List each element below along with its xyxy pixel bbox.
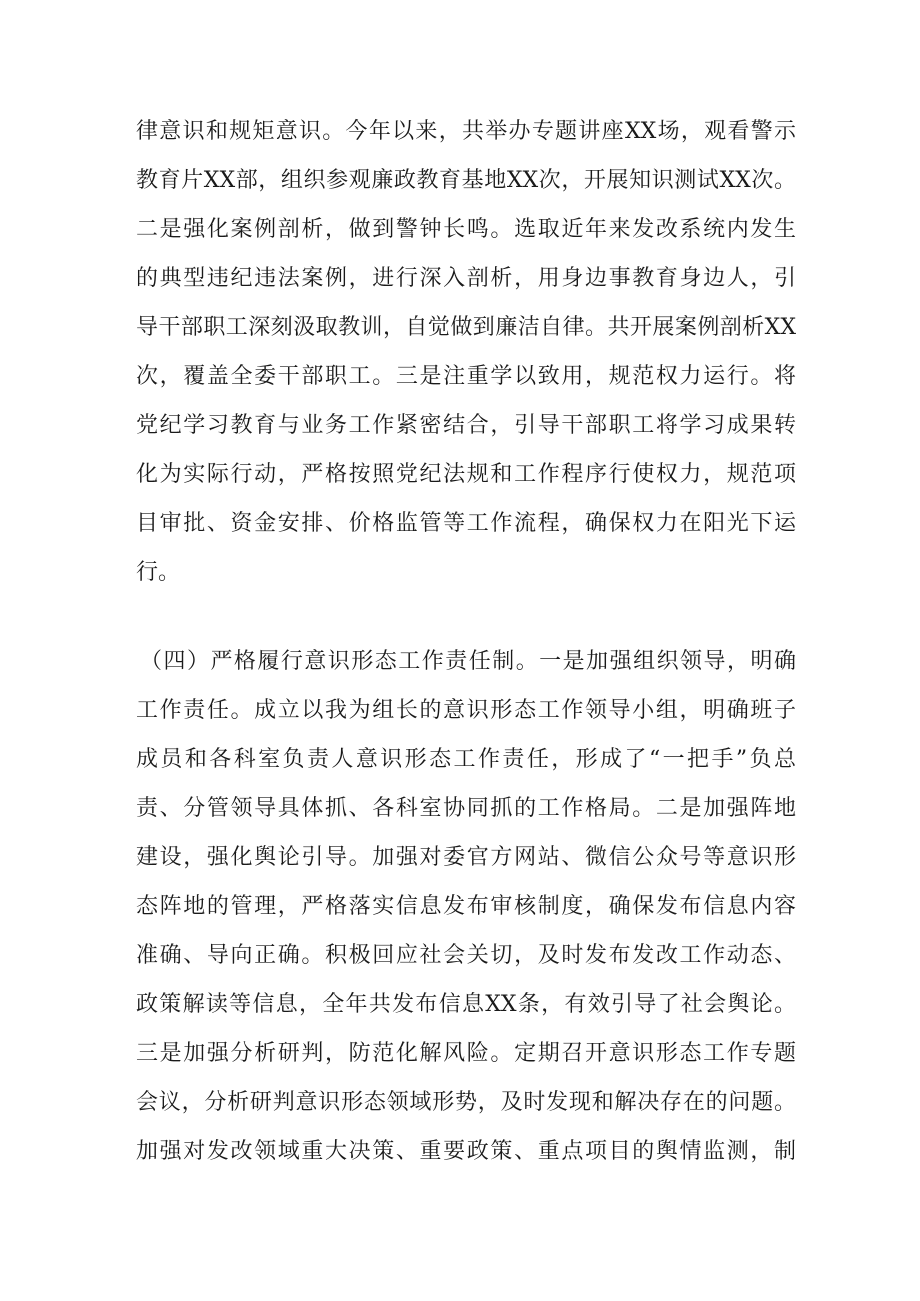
text-line: 党纪学习教育与业务工作紧密结合，引导干部职工将学习成果转 xyxy=(136,413,796,438)
text-line: 的典型违纪违法案例，进行深入剖析，用身边事教育身边人，引 xyxy=(136,266,796,291)
text-line: 建设，强化舆论引导。加强对委官方网站、微信公众号等意识形 xyxy=(136,845,796,870)
text-line: 准确、导向正确。积极回应社会关切，及时发布发改工作动态、 xyxy=(136,943,796,968)
text-line: 政策解读等信息，全年共发布信息XX条，有效引导了社会舆论。 xyxy=(136,992,796,1017)
text-line: 态阵地的管理，严格落实信息发布审核制度，确保发布信息内容 xyxy=(136,894,796,919)
text-line: 行。 xyxy=(136,560,181,585)
text-line: 成员和各科室负责人意识形态工作责任，形成了“一把手”负总 xyxy=(136,747,796,772)
text-line: 加强对发改领域重大决策、重要政策、重点项目的舆情监测，制 xyxy=(136,1139,796,1164)
text-line: 三是加强分析研判，防范化解风险。定期召开意识形态工作专题 xyxy=(136,1041,796,1066)
text-line: 化为实际行动，严格按照党纪法规和工作程序行使权力，规范项 xyxy=(136,462,796,487)
paragraph-discipline-education xyxy=(136,107,796,597)
text-line: 次，覆盖全委干部职工。三是注重学以致用，规范权力运行。将 xyxy=(136,364,796,389)
text-line: 会议，分析研判意识形态领域形势，及时发现和解决存在的问题。 xyxy=(136,1090,796,1115)
text-line: 目审批、资金安排、价格监管等工作流程，确保权力在阳光下运 xyxy=(136,511,796,536)
text-line: 律意识和规矩意识。今年以来，共举办专题讲座XX场，观看警示 xyxy=(136,119,796,144)
text-line: 工作责任。成立以我为组长的意识形态工作领导小组，明确班子 xyxy=(136,698,796,723)
text-line: 导干部职工深刻汲取教训，自觉做到廉洁自律。共开展案例剖析XX xyxy=(136,315,796,340)
section-heading-line: （四）严格履行意识形态工作责任制。一是加强组织领导，明确 xyxy=(140,649,796,674)
text-line: 教育片XX部，组织参观廉政教育基地XX次，开展知识测试XX次。 xyxy=(136,168,796,193)
paragraph-ideology-responsibility xyxy=(136,637,796,1176)
text-line: 二是强化案例剖析，做到警钟长鸣。选取近年来发改系统内发生 xyxy=(136,217,796,242)
text-line: 责、分管领导具体抓、各科室协同抓的工作格局。二是加强阵地 xyxy=(136,796,796,821)
